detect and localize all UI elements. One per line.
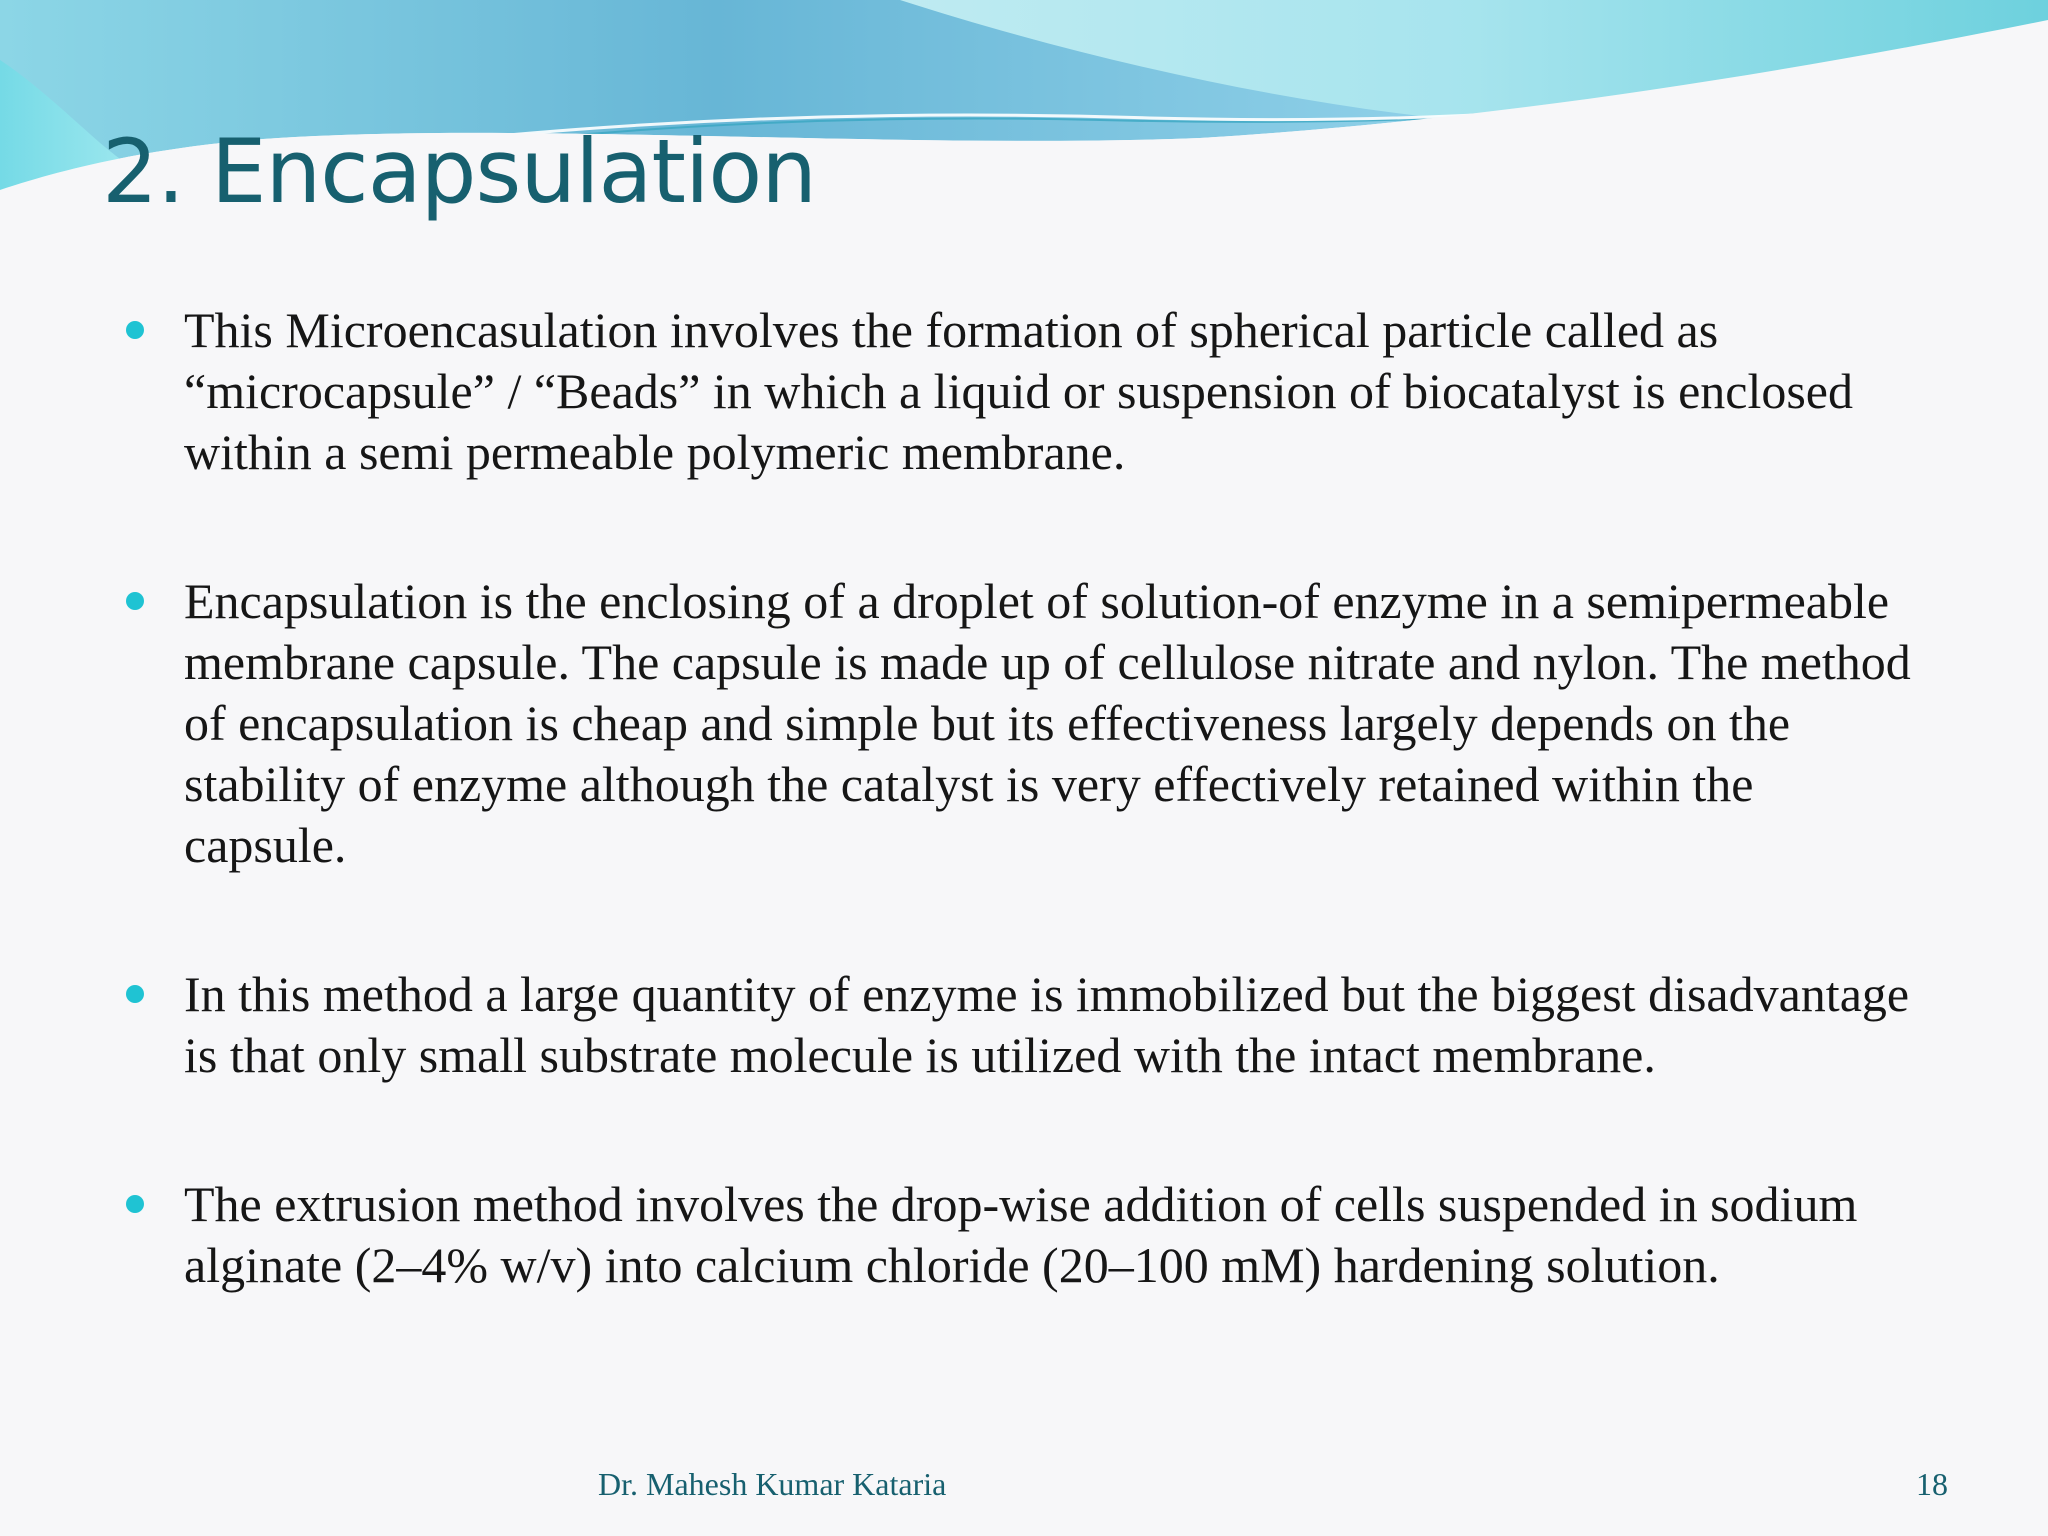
bullet-item <box>124 571 1924 876</box>
bullet-text: Encapsulation is the enclosing of a droplet of solution-of enzyme in a semipermeable membrane capsule. The capsule is made up of cellulose nitrate and nylon. The method of encapsulation is cheap and simple but its effectiveness largely depends on the stability of enzyme although the catalyst is very effectively retained within the capsule. <box>184 573 1911 873</box>
bullet-dot-icon <box>126 1195 144 1213</box>
bullet-list <box>124 300 1924 1296</box>
bullet-item <box>124 1174 1924 1296</box>
bullet-text: The extrusion method involves the drop-wise addition of cells suspended in sodium alginate (2–4% w/v) into calcium chloride (20–100 mM) hardening solution. <box>184 1176 1858 1293</box>
bullet-item <box>124 964 1924 1086</box>
slide-title: 2. Encapsulation <box>102 120 817 223</box>
footer-author: Dr. Mahesh Kumar Kataria <box>598 1466 947 1502</box>
bullet-dot-icon <box>126 321 144 339</box>
bullet-item <box>124 300 1924 483</box>
bullet-text: This Microencasulation involves the formation of spherical particle called as “microcapsule” / “Beads” in which a liquid or suspension of biocatalyst is enclosed within a semi permeable polymeric membrane. <box>184 302 1853 480</box>
bullet-dot-icon <box>126 592 144 610</box>
bullet-text: In this method a large quantity of enzyme is immobilized but the biggest disadvantage is that only small substrate molecule is utilized with the intact membrane. <box>184 966 1910 1083</box>
page-number: 18 <box>1916 1466 1948 1502</box>
bullet-dot-icon <box>126 985 144 1003</box>
